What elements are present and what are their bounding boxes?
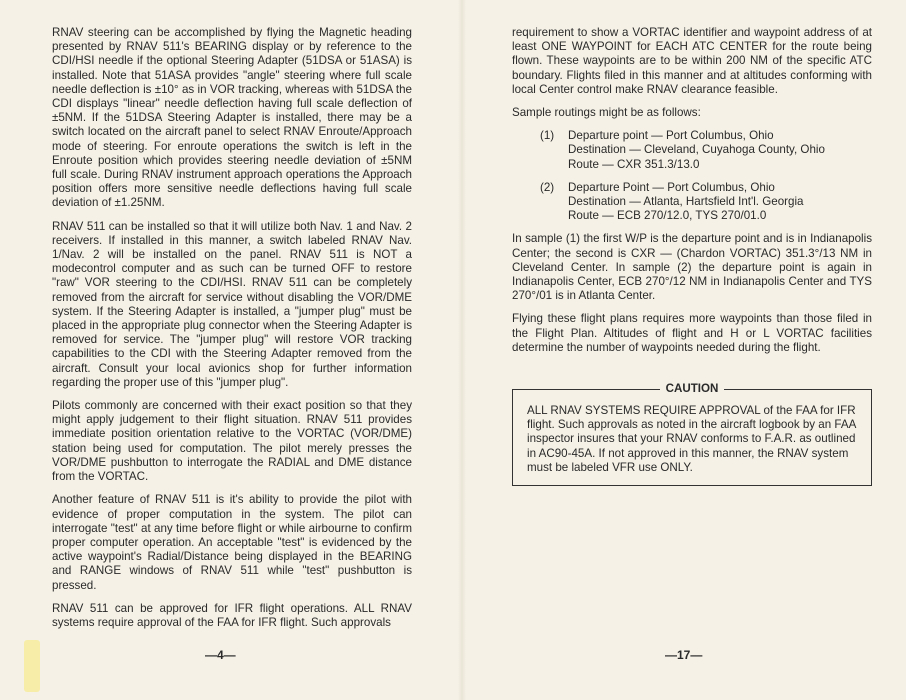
left-page-number: —4—: [205, 648, 236, 662]
left-page: [52, 26, 412, 700]
sample-label: Sample routings might be as follows:: [512, 106, 701, 120]
highlighter-mark: [24, 640, 40, 692]
caution-box: [512, 382, 872, 486]
route-number: (2): [540, 180, 555, 194]
route-line: Destination — Cleveland, Cuyahoga County, Ohio: [568, 143, 825, 157]
caution-title: CAUTION: [660, 382, 725, 395]
flying-note: Flying these flight plans requires more waypoints than those filed in the Flight Plan. Altitudes of flight and H or L VORTAC facilities determine the number of waypoints needed during the flight.: [512, 312, 872, 354]
left-paragraph-4: Another feature of RNAV 511 is it's ability to provide the pilot with evidence of proper computation in the system. The pilot can interrogate "test" at any time before flight or while airbourne to confirm proper computer operation. An acceptable "test" is evidenced by the active waypoint's Radial/Distance being displayed in the BEARING and RANGE windows of RNAV 511 while "test" pushbutton is pressed.: [52, 493, 412, 592]
page-gutter: [458, 0, 466, 700]
route-line: Destination — Atlanta, Hartsfield Int'l. Georgia: [568, 195, 804, 209]
route-line: Route — ECB 270/12.0, TYS 270/01.0: [568, 209, 767, 223]
right-page-number: —17—: [665, 648, 703, 662]
route-line: Route — CXR 351.3/13.0: [568, 157, 700, 171]
route-explanation: In sample (1) the first W/P is the departure point and is in Indianapolis Center; the second is CXR — (Chardon VORTAC) 351.3°/13 NM in Cleveland Center. In sample (2) the departure point is again in Indianapolis Center, ECB 270°/12 NM in Indianapolis Center and TYS 270°/01 is in Atlanta Center.: [512, 232, 872, 303]
left-paragraph-3: Pilots commonly are concerned with their exact position so that they might apply judgement to their flight situation. RNAV 511 provides immediate position orientation relative to the VORTAC (VOR/DME) station being used for computation. The pilot merely presses the VOR/DME pushbutton to interrogate the RADIAL and DME distance from the VORTAC.: [52, 399, 412, 484]
routes-list: [512, 129, 872, 223]
route-item: [540, 129, 872, 172]
route-line: Departure Point — Port Columbus, Ohio: [568, 180, 775, 194]
left-paragraph-5: RNAV 511 can be approved for IFR flight operations. ALL RNAV systems require approval of the FAA for IFR flight. Such approvals: [52, 601, 412, 629]
caution-text: ALL RNAV SYSTEMS REQUIRE APPROVAL of the FAA for IFR flight. Such approvals as noted in the aircraft logbook by an FAA inspector insures that your RNAV conforms to F.A.R. as outlined in AC90-45A. If not approved in this manner, the RNAV system must be labeled VFR use ONLY.: [527, 404, 856, 474]
right-page: [512, 26, 872, 700]
left-paragraph-2: RNAV 511 can be installed so that it will utilize both Nav. 1 and Nav. 2 receivers. If installed in this manner, a switch labeled RNAV Nav. 1/Nav. 2 will be installed on the panel. RNAV 511 is NOT a modecontrol computer and as such can be turned OFF to restore "raw" VOR steering to the CDI/HSI. RNAV 511 can be completely removed from the aircraft for service without disabling the VOR/DME system. If the Steering Adapter is installed, a "jumper plug" must be placed in the appropriate plug connector when the Steering Adapter is removed for service. The "jumper plug" will restore VOR tracking capabilities to the CDI with the Steering Adapter removed from the aircraft. Consult your local avionics shop for further information regarding the proper use of this "jumper plug".: [52, 219, 412, 389]
route-number: (1): [540, 129, 555, 143]
right-intro: requirement to show a VORTAC identifier and waypoint address of at least ONE WAYPOINT for EACH ATC CENTER for the route being flown. These waypoints are to be within 200 NM of the specific ATC boundary. Flights filed in this manner and at altitudes conforming with local Center control make RNAV clearance feasible.: [512, 26, 872, 96]
route-line: Departure point — Port Columbus, Ohio: [568, 129, 774, 143]
route-item: [540, 181, 872, 224]
left-paragraph-1: RNAV steering can be accomplished by flying the Magnetic heading presented by RNAV 511's BEARING display or by reference to the CDI/HSI needle if the optional Steering Adapter (51DSA or 51ASA) is installed. Note that 51ASA provides "angle" steering where full scale needle deflection is ±10° as in VOR tracking, whereas with 51DSA the CDI displays "linear" needle deflection having full scale deflection of ±5NM. If the 51DSA Steering Adapter is installed, there may be a switch located on the aircraft panel to select RNAV Enroute/Approach mode of steering. For enroute operations the switch is left in the Enroute position which provides steering needle deviation of ±5NM full scale. During RNAV instrument approach operations the Approach position offers more sensitive needle deflections having full scale deviation of ±1.25NM.: [52, 26, 412, 210]
